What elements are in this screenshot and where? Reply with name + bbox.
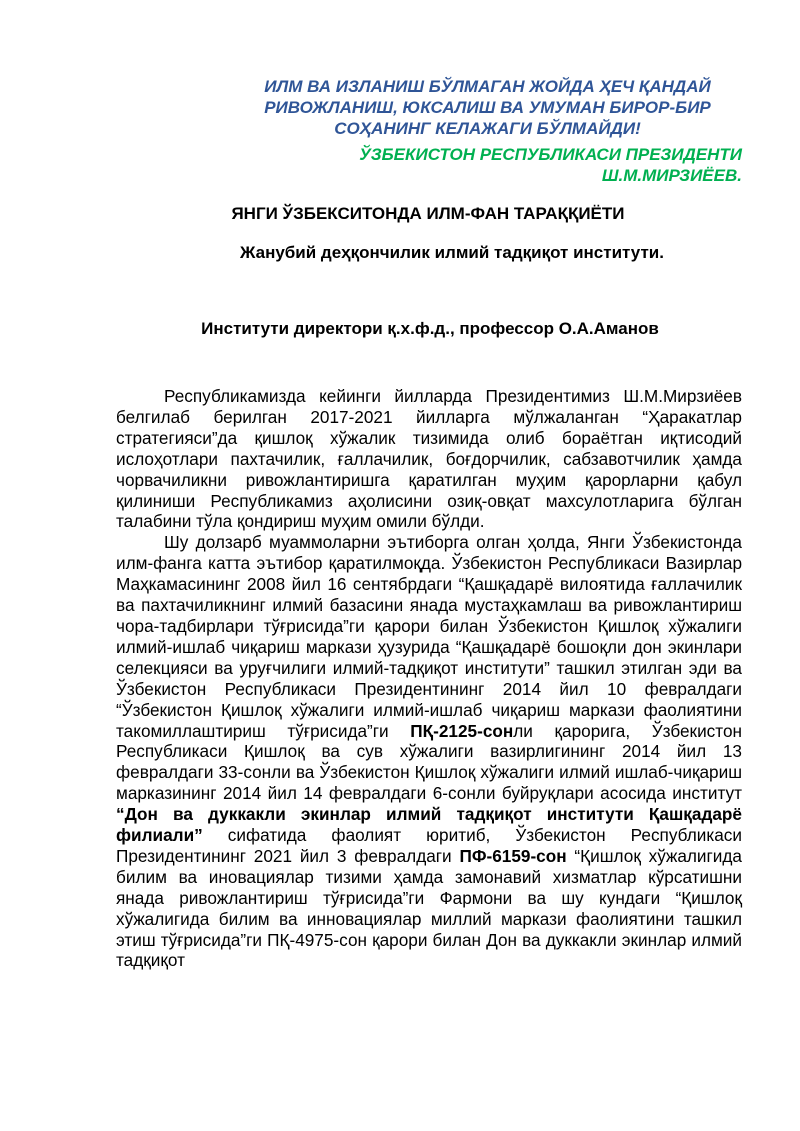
- paragraph-2-part-a: Шу долзарб муаммоларни эътиборга олган ҳолда, Янги Ўзбекистонда илм-фанга катта эътибор қаратилмоқда. Ўзбекистон Республикаси Вазирлар Маҳкамасининг 2008 йил 16 сентябрдаги “Қашқадарё вилоятида ғаллачилик ва пахтачиликнинг илмий базасини янада мустаҳкамлаш ва ривожлантириш чора-тадбирлари тўғрисида”ги қарори билан Ўзбекистон Қишлоқ хўжалиги илмий-ишлаб чиқариш маркази ҳузурида “Қашқадарё бошоқли дон экинлари селекцияси ва уруғчилиги илмий-тадқиқот институти” ташкил этилган эди ва Ўзбекистон Республикаси Президентининг 2014 йил 10 февралдаги “Ўзбекистон Қишлоқ хўжалиги илмий-ишлаб чиқариш маркази фаолиятини такомиллаштириш тўғрисида”ги: [116, 532, 742, 741]
- epigraph-author-name: Ш.М.МИРЗИЁЕВ.: [601, 166, 742, 185]
- paragraph-1: Республикамизда кейинги йилларда Президентимиз Ш.М.Мирзиёев белгилаб берилган 2017-2021 йилларга мўлжаланган “Ҳаракатлар стратегияси”да қишлоқ хўжалик тизимида олиб бораётган иқтисодий ислоҳотлари пахтачилик, ғаллачилик, боғдорчилик, сабзавотчилик ҳамда чорвачиликни ривожлантиришга қаратилган муҳим қарорларни қабул қилиниши Республикамиз аҳолисини озиқ-овқат махсулотларига бўлган талабини тўла қондириш муҳим омили бўлди.: [116, 386, 742, 532]
- paragraph-2-part-c: ли қарорига, Ўзбекистон Республикаси Қишлоқ ва сув хўжалиги вазирлигининг 2014 йил 13 февралдаги 33-сонли ва Ўзбекистон Қишлоқ хўжалиги илмий ишлаб-чиқариш марказининг 2014 йил 14 февралдаги 6-сонли буйруқлари асосида институт: [116, 720, 742, 804]
- article-body: [116, 386, 742, 971]
- decree-pf-6159: ПФ-6159-сон: [459, 845, 567, 866]
- institute-name: Жанубий деҳқончилик илмий тадқиқот институти.: [240, 243, 664, 262]
- branch-name: “Дон ва дуккакли экинлар илмий тадқиқот институти Қашқадарё филиали”: [116, 804, 742, 846]
- epigraph-author: [300, 144, 742, 186]
- paragraph-2-part-e: сифатида фаолият юритиб, Ўзбекистон Республикаси Президентининг 2021 йил 3 февралдаги: [116, 825, 742, 866]
- author-line: Институти директори қ.х.ф.д., профессор О.А.Аманов: [201, 319, 659, 338]
- epigraph-author-title: ЎЗБЕКИСТОН РЕСПУБЛИКАСИ ПРЕЗИДЕНТИ: [359, 145, 742, 164]
- document-title: ЯНГИ ЎЗБЕКСИТОНДА ИЛМ-ФАН ТАРАҚҚИЁТИ: [231, 204, 625, 223]
- paragraph-2: [116, 532, 742, 971]
- epigraph-quote: [230, 76, 745, 139]
- epigraph-line-1: ИЛМ ВА ИЗЛАНИШ БЎЛМАГАН ЖОЙДА ҲЕЧ ҚАНДАЙ: [264, 77, 711, 96]
- paragraph-2-part-g: “Қишлоқ хўжалигида билим ва иновациялар тизими ҳамда замонавий хизматлар кўрсатишни янада ривожлантириш тўғрисида”ги Фармони ва шу кундаги “Қишлоқ хўжалигида билим ва инновациялар миллий маркази фаолиятини ташкил этиш тўғрисида”ги ПҚ-4975-сон қарори билан Дон ва дуккакли экинлар илмий тадқиқот: [116, 845, 742, 971]
- decree-pq-2125: ПҚ-2125-сон: [410, 720, 514, 741]
- epigraph-line-3: СОҲАНИНГ КЕЛАЖАГИ БЎЛМАЙДИ!: [334, 119, 641, 138]
- epigraph-line-2: РИВОЖЛАНИШ, ЮКСАЛИШ ВА УМУМАН БИРОР-БИР: [264, 98, 711, 117]
